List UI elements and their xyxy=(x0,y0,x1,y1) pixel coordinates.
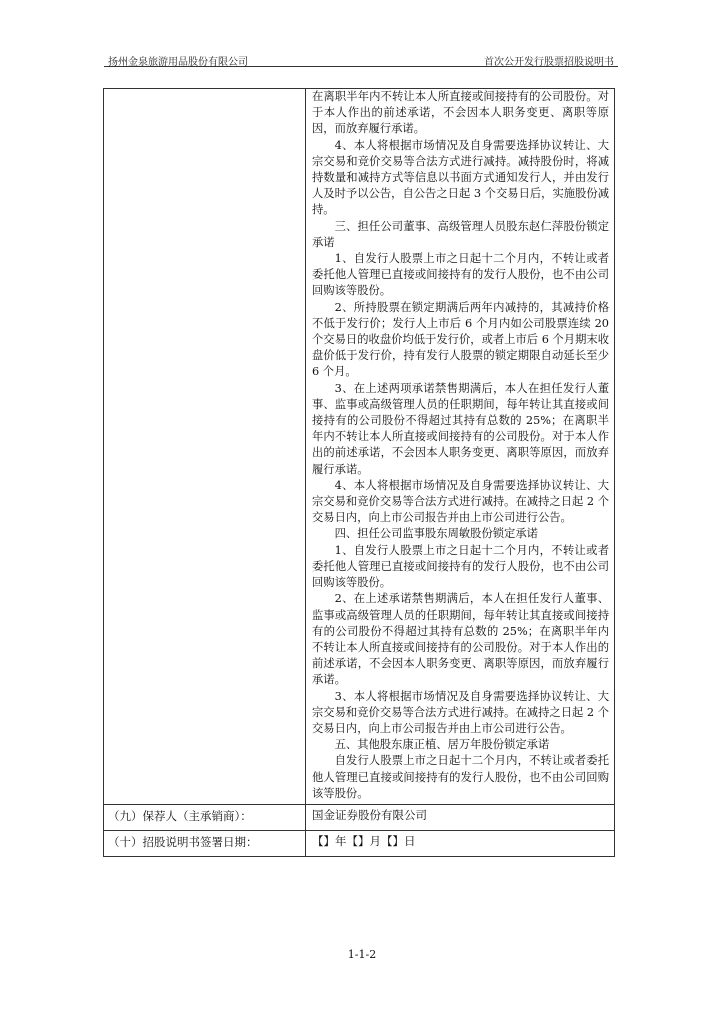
commitment-paragraph: 四、担任公司监事股东周敏股份锁定承诺 xyxy=(334,527,538,541)
header-company-name: 扬州金泉旅游用品股份有限公司 xyxy=(108,57,248,68)
commitment-paragraph: 在离职半年内不转让本人所直接或间接持有的公司股份。对于本人作出的前述承诺，不会因本人职务变更、离职等原因，而放弃履行承诺。 xyxy=(312,90,609,136)
commitment-paragraph: 3、在上述两项承诺禁售期满后，本人在担任发行人董事、监事或高级管理人员的任职期间，每年转让其直接或间接持有的公司股份不得超过其持有总数的 25%；在离职半年内不转让本人所直接或间接持有的公司股份。对于本人作出的前述承诺，不会因本人职务变更、离职等原因，而放弃履行承诺。 xyxy=(312,381,609,476)
sign-date-value-cell xyxy=(306,830,615,856)
page-number: 1-1-2 xyxy=(347,948,377,961)
header-divider xyxy=(104,66,618,67)
commitment-paragraph: 3、本人将根据市场情况及自身需要选择协议转让、大宗交易和竞价交易等合法方式进行减持。在减持之日起 2 个交易日内，向上市公司报告并由上市公司进行公告。 xyxy=(312,689,609,735)
sponsor-label: （九）保荐人（主承销商）： xyxy=(104,804,306,830)
commitment-paragraph: 4、本人将根据市场情况及自身需要选择协议转让、大宗交易和竞价交易等合法方式进行减持。减持股份时，将减持数量和减持方式等信息以书面方式通知发行人，并由发行人及时予以公告，自公告之日起 3 个交易日后，实施股份减持。 xyxy=(312,138,609,217)
commitment-paragraph: 4、本人将根据市场情况及自身需要选择协议转让、大宗交易和竞价交易等合法方式进行减持。在减持之日起 2 个交易日内，向上市公司报告并由上市公司进行公告。 xyxy=(312,478,609,525)
commitment-paragraph: 2、在上述承诺禁售期满后，本人在担任发行人董事、监事或高级管理人员的任职期间，每年转让其直接或间接持有的公司股份不得超过其持有总数的 25%；在离职半年内不转让本人所直接或间接持有的公司股份。对于本人作出的前述承诺，不会因本人职务变更、离职等原因，而放弃履行承诺。 xyxy=(312,592,609,687)
empty-label-cell xyxy=(104,89,306,805)
sponsor-value: 国金证券股份有限公司 xyxy=(312,807,427,822)
table-row xyxy=(104,89,615,805)
lockup-commitment-content xyxy=(306,89,615,805)
sponsor-value-cell xyxy=(306,804,615,830)
sign-date-value: 【】年【】月【】日 xyxy=(312,833,416,848)
commitment-paragraph: 三、担任公司董事、高级管理人员股东赵仁萍股份锁定承诺 xyxy=(312,219,609,249)
sign-date-label: （十）招股说明书签署日期： xyxy=(104,830,306,856)
table-row xyxy=(104,830,615,856)
info-table xyxy=(103,88,615,857)
commitment-paragraph: 1、自发行人股票上市之日起十二个月内，不转让或者委托他人管理已直接或间接持有的发行人股份，也不由公司回购该等股份。 xyxy=(312,252,609,298)
commitment-paragraph: 2、所持股票在锁定期满后两年内减持的，其减持价格不低于发行价；发行人上市后 6 个月内如公司股票连续 20 个交易日的收盘价均低于发行价，或者上市后 6 个月期末收盘价低于发行价，持有发行人股票的锁定期限自动延长至少 6 个月。 xyxy=(312,300,609,379)
table-row xyxy=(104,804,615,830)
commitment-paragraph: 五、其他股东康正植、居万年股份锁定承诺 xyxy=(334,738,550,752)
commitment-text xyxy=(312,89,609,802)
commitment-paragraph: 自发行人股票上市之日起十二个月内，不转让或者委托他人管理已直接或间接持有的发行人股份，也不由公司回购该等股份。 xyxy=(312,754,609,800)
header-document-title: 首次公开发行股票招股说明书 xyxy=(484,57,614,68)
commitment-paragraph: 1、自发行人股票上市之日起十二个月内，不转让或者委托他人管理已直接或间接持有的发行人股份，也不由公司回购该等股份。 xyxy=(312,543,609,590)
